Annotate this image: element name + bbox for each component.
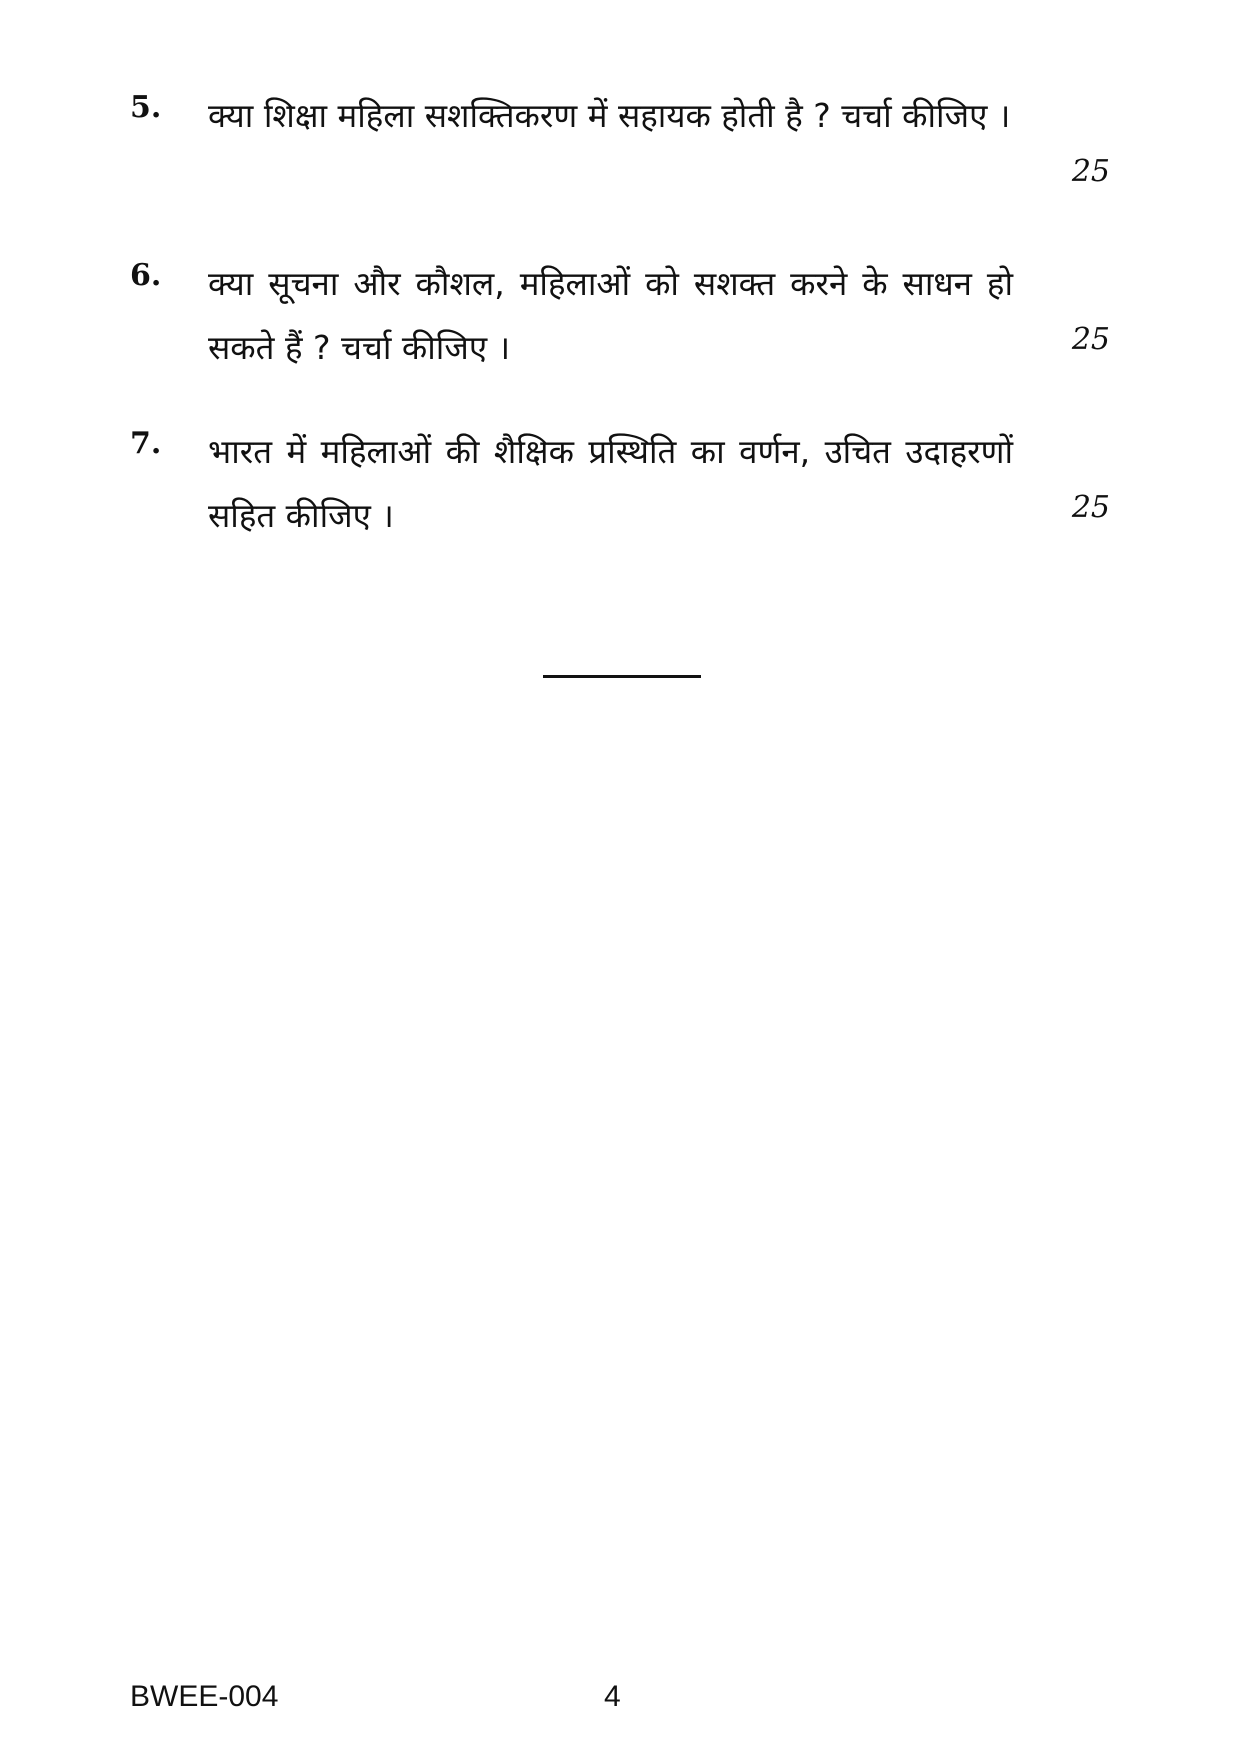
question-marks: 25 <box>1071 490 1110 525</box>
question-number: 7. <box>130 426 162 461</box>
question-marks: 25 <box>1071 154 1110 189</box>
course-code: BWEE-004 <box>130 1680 279 1713</box>
question-text: क्या सूचना और कौशल, महिलाओं को सशक्त करने के साधन हो सकते हैं ? चर्चा कीजिए । <box>208 264 1013 367</box>
question-text: क्या शिक्षा महिला सशक्तिकरण में सहायक होती है ? चर्चा कीजिए । <box>208 96 1011 135</box>
end-divider <box>543 675 701 678</box>
question-number: 5. <box>130 90 162 125</box>
question-marks: 25 <box>1071 322 1110 357</box>
page-number: 4 <box>604 1680 621 1713</box>
question-number: 6. <box>130 258 162 293</box>
question-text: भारत में महिलाओं की शैक्षिक प्रस्थिति का वर्णन, उचित उदाहरणों सहित कीजिए । <box>208 432 1013 535</box>
